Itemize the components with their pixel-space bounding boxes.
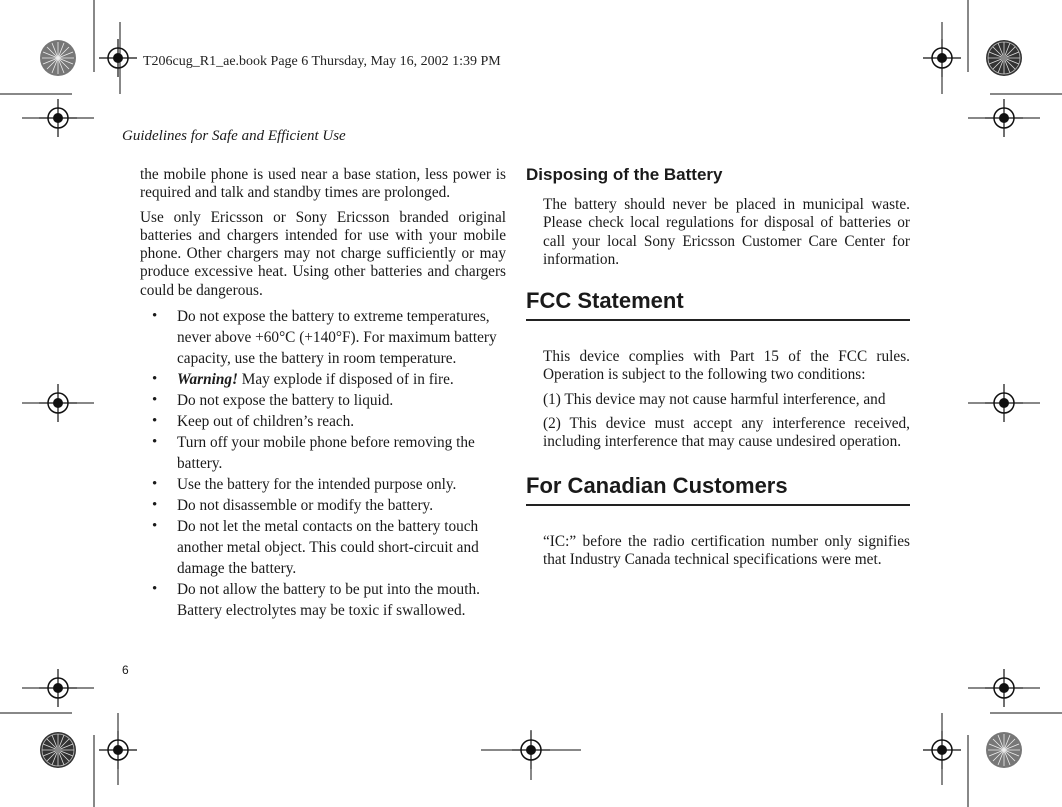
paragraph-power: the mobile phone is used near a base station, less power is required and talk and standby times are prolonged.: [140, 166, 506, 202]
list-item: • Do not let the metal contacts on the battery touch another metal object. This could short-circuit and damage the battery.: [152, 518, 479, 578]
paragraph-batteries: Use only Ericsson or Sony Ericsson branded original batteries and chargers intended for use with your mobile phone. Other chargers may not charge sufficiently or may produce excessive heat. Using other batteries and chargers could be dangerous.: [140, 208, 506, 299]
disposing-text: The battery should never be placed in municipal waste. Please check local regulations for disposal of batteries or call your local Sony Ericsson Customer Care Center for information.: [543, 196, 910, 268]
page-number: 6: [122, 663, 129, 677]
bullet-icon: •: [152, 518, 158, 535]
list-item: • Do not disassemble or modify the battery.: [152, 497, 434, 515]
bullet-icon: •: [152, 392, 158, 409]
running-head: Guidelines for Safe and Efficient Use: [122, 128, 346, 144]
right-column: [526, 164, 910, 569]
fcc-condition-2: (2) This device must accept any interference received, including interference that may cause undesired operation.: [543, 415, 910, 451]
bullet-icon: •: [152, 308, 158, 325]
disposing-heading: Disposing of the Battery: [526, 165, 723, 184]
list-item: • Do not expose the battery to extreme temperatures, never above +60°C (+140°F). For maximum battery capacity, use the battery in room temperature.: [152, 308, 497, 368]
list-item-warning: • Warning! May explode if disposed of in fire.: [152, 371, 454, 389]
list-item: • Do not expose the battery to liquid.: [152, 392, 394, 410]
left-column: [140, 166, 506, 621]
fcc-paragraph: This device complies with Part 15 of the FCC rules. Operation is subject to the following two conditions:: [543, 348, 910, 384]
bullet-icon: •: [152, 434, 158, 451]
warning-label: Warning!: [177, 371, 238, 389]
list-item: • Do not allow the battery to be put into the mouth. Battery electrolytes may be toxic if swallowed.: [152, 581, 480, 620]
bullet-icon: •: [152, 413, 158, 430]
bullet-icon: •: [152, 497, 158, 514]
canada-text: “IC:” before the radio certification number only signifies that Industry Canada technical specifications were met.: [543, 532, 910, 568]
battery-safety-list: [140, 306, 506, 621]
fcc-condition-1: (1) This device may not cause harmful interference, and: [543, 390, 886, 408]
print-slug: T206cug_R1_ae.book Page 6 Thursday, May 16, 2002 1:39 PM: [143, 54, 501, 69]
fcc-heading: FCC Statement: [526, 287, 910, 321]
list-item: • Keep out of children’s reach.: [152, 413, 355, 431]
bullet-icon: •: [152, 581, 158, 598]
list-item: • Turn off your mobile phone before removing the battery.: [152, 434, 475, 473]
bullet-icon: •: [152, 371, 158, 388]
canada-heading: For Canadian Customers: [526, 472, 910, 506]
bullet-icon: •: [152, 476, 158, 493]
list-item: • Use the battery for the intended purpose only.: [152, 476, 457, 494]
